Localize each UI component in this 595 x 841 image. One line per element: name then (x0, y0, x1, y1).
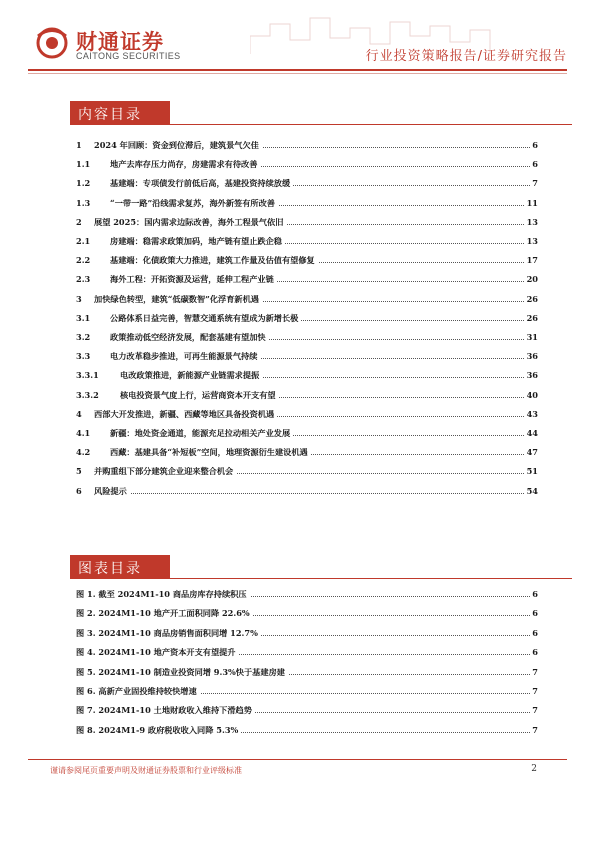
toc-entry-number: 3.3.1 (76, 370, 99, 381)
report-type: 行业投资策略报告/证券研究报告 (365, 49, 567, 64)
figure-entry[interactable] (0, 724, 595, 738)
toc-entry-number: 2.3 (76, 274, 91, 285)
toc-entry[interactable] (0, 446, 595, 460)
toc-entry[interactable] (0, 177, 595, 191)
figure-entry-page: 7 (532, 705, 538, 716)
toc-entry-number: 3.3.2 (76, 389, 99, 400)
toc-entry-number: 1.3 (76, 197, 91, 208)
toc-entry[interactable] (0, 254, 595, 268)
toc-entry-number: 4.1 (76, 428, 91, 438)
toc-entry-number: 1 (76, 140, 82, 150)
toc-entry-number: 1.2 (76, 178, 91, 189)
figure-entry-page: 7 (532, 724, 538, 735)
toc-entry-page: 13 (526, 216, 538, 227)
toc-entry-page: 20 (526, 274, 538, 285)
footer-disclaimer: 谨请参阅尾页重要声明及财通证券股票和行业评级标准 (50, 766, 242, 775)
toc-entry-number: 3.1 (76, 312, 91, 323)
section-title-rule (170, 578, 572, 579)
toc-entry[interactable] (0, 197, 595, 211)
toc-entry[interactable] (0, 235, 595, 249)
figure-entry[interactable] (0, 685, 595, 699)
toc-entry-title: 电改政策推进，新能源产业链需求提振 (120, 369, 262, 381)
toc-entry[interactable] (0, 158, 595, 172)
toc-entry-title: 加快绿色转型，建筑“低碳数智”化浮育新机遇 (94, 293, 262, 305)
toc-entry-title: 展望 2025：国内需求边际改善，海外工程景气依旧 (94, 216, 286, 228)
figure-entry-title: 图 8. 2024M1-9 政府税收收入同降 5.3% (76, 724, 241, 736)
figure-entry-title: 图 5. 2024M1-10 制造业投资同增 9.3%快于基建房建 (76, 666, 288, 678)
toc-entry-page: 54 (526, 485, 538, 496)
page-header (0, 0, 595, 72)
toc-entry-page: 7 (532, 178, 538, 189)
figures-title: 图表目录 (78, 561, 142, 577)
toc-entry-number: 1.1 (76, 159, 91, 170)
toc-entry-title: 基建端：化债政策大力推进，建筑工作量及估值有望修复 (110, 254, 318, 266)
header-rule-thin (28, 73, 567, 74)
toc-entry-page: 26 (526, 312, 538, 323)
figure-entry[interactable] (0, 704, 595, 718)
figure-entry[interactable] (0, 646, 595, 660)
toc-entry-title: 风险提示 (94, 485, 130, 497)
toc-entry-number: 5 (76, 466, 82, 477)
toc-entry[interactable] (0, 408, 595, 422)
figure-entry[interactable] (0, 588, 595, 602)
toc-entry-title: 核电投资景气度上行，运营商资本开支有望 (120, 389, 279, 401)
toc-entry-page: 40 (526, 389, 538, 400)
toc-entry-page: 26 (526, 293, 538, 304)
figure-entry-title: 图 3. 2024M1-10 商品房销售面积同增 12.7% (76, 627, 261, 639)
toc-entry[interactable] (0, 331, 595, 345)
toc-entry-title: 基建端：专项债发行前低后高，基建投资持续放缓 (110, 177, 293, 189)
toc-entry-page: 51 (526, 466, 538, 477)
toc-entry-page: 6 (532, 159, 538, 170)
figure-entry-page: 6 (532, 589, 538, 599)
toc-entry-title: 政策推动低空经济发展，配套基建有望加快 (110, 331, 269, 343)
toc-dot-leader (120, 493, 530, 494)
figure-entry-title: 图 7. 2024M1-10 土地财政收入维持下滑趋势 (76, 704, 255, 716)
brand-name-cn: 财通证券 (76, 30, 164, 54)
figure-entry-page: 7 (532, 666, 538, 677)
toc-entry[interactable] (0, 216, 595, 230)
toc-entry-number: 4.2 (76, 447, 91, 458)
toc-entry-number: 2 (76, 216, 82, 227)
figure-entry-title: 图 6. 高新产业固投维持较快增速 (76, 685, 200, 697)
toc-entry-page: 36 (526, 351, 538, 362)
toc-entry-page: 43 (526, 408, 538, 419)
figure-entry[interactable] (0, 627, 595, 641)
toc-entry[interactable] (0, 485, 595, 499)
brand-name-en: CAITONG SECURITIES (76, 51, 181, 61)
toc-entry-number: 3.3 (76, 351, 91, 362)
toc-entry-page: 31 (526, 332, 538, 342)
section-title-rule (170, 124, 572, 125)
figure-entry-page: 6 (532, 647, 538, 658)
toc-entry-number: 2.1 (76, 236, 91, 246)
toc-entry[interactable] (0, 312, 595, 326)
toc-entry-title: 公路体系日益完善，智慧交通系统有望成为新增长极 (110, 312, 301, 324)
toc-entry-title: 新疆：地处资金通道，能源充足拉动相关产业发展 (110, 427, 293, 439)
toc-entry-title: 海外工程：开拓资源及运营，延伸工程产业链 (110, 273, 277, 285)
toc-entry-page: 44 (526, 428, 538, 438)
toc-entry[interactable] (0, 273, 595, 287)
page-number: 2 (531, 764, 537, 774)
contents-section-title (70, 101, 572, 125)
toc-entry-page: 36 (526, 370, 538, 381)
header-rule (28, 69, 567, 71)
toc-entry[interactable] (0, 369, 595, 383)
toc-entry[interactable] (0, 389, 595, 403)
toc-entry-number: 4 (76, 408, 82, 419)
toc-entry-page: 17 (526, 255, 538, 266)
toc-entry-number: 6 (76, 485, 82, 496)
toc-entry-title: 2024 年回顾：资金到位滞后，建筑景气欠佳 (94, 139, 262, 151)
toc-entry-page: 6 (532, 140, 538, 150)
toc-entry-page: 47 (526, 447, 538, 458)
toc-entry-page: 11 (526, 197, 538, 208)
figure-entry[interactable] (0, 607, 595, 621)
toc-entry-title: “一带一路”沿线需求复苏，海外新签有所改善 (110, 197, 278, 209)
figure-entry-title: 图 2. 2024M1-10 地产开工面积同降 22.6% (76, 607, 253, 619)
figure-entry-page: 6 (532, 608, 538, 619)
toc-entry[interactable] (0, 139, 595, 153)
toc-entry[interactable] (0, 465, 595, 479)
figure-entry-page: 7 (532, 686, 538, 696)
toc-entry-number: 3.2 (76, 332, 91, 342)
toc-entry-title: 房建端：稳需求政策加码，地产链有望止跌企稳 (110, 235, 285, 247)
footer-rule (28, 759, 567, 760)
figure-entry[interactable] (0, 666, 595, 680)
figure-entry-title: 图 4. 2024M1-10 地产资本开支有望提升 (76, 646, 239, 658)
toc-entry-title: 电力改革稳步推进，可再生能源景气持续 (110, 350, 260, 362)
toc-entry-title: 地产去库存压力尚存，房建需求有待改善 (110, 158, 260, 170)
contents-title: 内容目录 (78, 107, 142, 123)
toc-entry-title: 西藏：基建具备“补短板”空间，地理资源衍生建设机遇 (110, 446, 311, 458)
toc-entry[interactable] (0, 350, 595, 364)
figures-section-title (70, 555, 572, 579)
caitong-logo-icon (34, 27, 70, 59)
toc-entry-number: 2.2 (76, 255, 91, 266)
toc-entry-number: 3 (76, 293, 82, 304)
toc-entry-page: 13 (526, 236, 538, 246)
figure-entry-title: 图 1. 截至 2024M1-10 商品房库存持续积压 (76, 588, 250, 600)
figure-entry-page: 6 (532, 627, 538, 638)
toc-entry-title: 并购重组下部分建筑企业迎来整合机会 (94, 465, 236, 477)
toc-entry-title: 西部大开发推进，新疆、西藏等地区具备投资机遇 (94, 408, 277, 420)
toc-entry[interactable] (0, 293, 595, 307)
toc-entry[interactable] (0, 427, 595, 441)
